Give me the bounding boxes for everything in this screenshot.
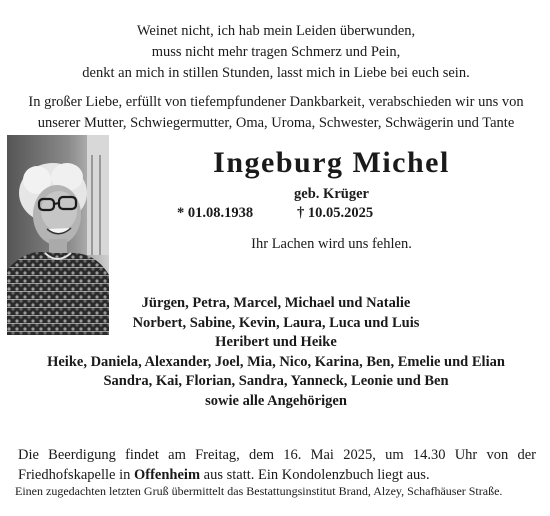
funeral-place: Offenheim bbox=[133, 467, 201, 483]
funeral-text: aus statt. Ein Kondolenzbuch liegt aus. bbox=[200, 467, 430, 483]
funeral-line: Die Beerdigung findet am Freitag, dem 16. Mai 2025, um 14.30 Uhr von der bbox=[18, 447, 536, 463]
maiden-name: geb. Krüger bbox=[294, 186, 369, 202]
intro-text bbox=[1, 92, 550, 134]
birth-date: * 01.08.1938 bbox=[177, 205, 254, 221]
funeral-line bbox=[18, 465, 536, 485]
life-dates bbox=[119, 205, 544, 225]
family-line: Jürgen, Petra, Marcel, Michael und Natalie bbox=[141, 295, 411, 311]
deceased-name: Ingeburg Michel bbox=[213, 146, 450, 179]
motto: Ihr Lachen wird uns fehlen. bbox=[251, 236, 412, 252]
death-date: † 10.05.2025 bbox=[297, 205, 374, 221]
poem-line: denkt an mich in stillen Stunden, lasst mich in Liebe bei euch sein. bbox=[82, 65, 470, 81]
family-line: Sandra, Kai, Florian, Sandra, Yanneck, Leonie und Ben bbox=[103, 373, 449, 389]
family-line: Heribert und Heike bbox=[215, 334, 337, 350]
family-list bbox=[1, 294, 550, 411]
intro-line: unserer Mutter, Schwiegermutter, Oma, Uroma, Schwester, Schwägerin und Tante bbox=[37, 115, 515, 131]
funeral-info bbox=[18, 445, 536, 485]
family-line: Heike, Daniela, Alexander, Joel, Mia, Nico, Karina, Ben, Emelie und Elian bbox=[47, 353, 505, 370]
funeral-text: Friedhofskapelle in bbox=[18, 467, 134, 483]
poem-line: muss nicht mehr tragen Schmerz und Pein, bbox=[151, 44, 401, 60]
poem bbox=[1, 21, 550, 84]
undertaker-note: Einen zugedachten letzten Gruß übermittelt das Bestattungsinstitut Brand, Alzey, Schafhäuser Straße. bbox=[15, 484, 503, 498]
family-line: Norbert, Sabine, Kevin, Laura, Luca und Luis bbox=[132, 314, 420, 331]
poem-line: Weinet nicht, ich hab mein Leiden überwunden, bbox=[136, 23, 416, 39]
family-line: sowie alle Angehörigen bbox=[205, 392, 347, 409]
intro-line: In großer Liebe, erfüllt von tiefempfundener Dankbarkeit, verabschieden wir uns von bbox=[28, 94, 524, 110]
